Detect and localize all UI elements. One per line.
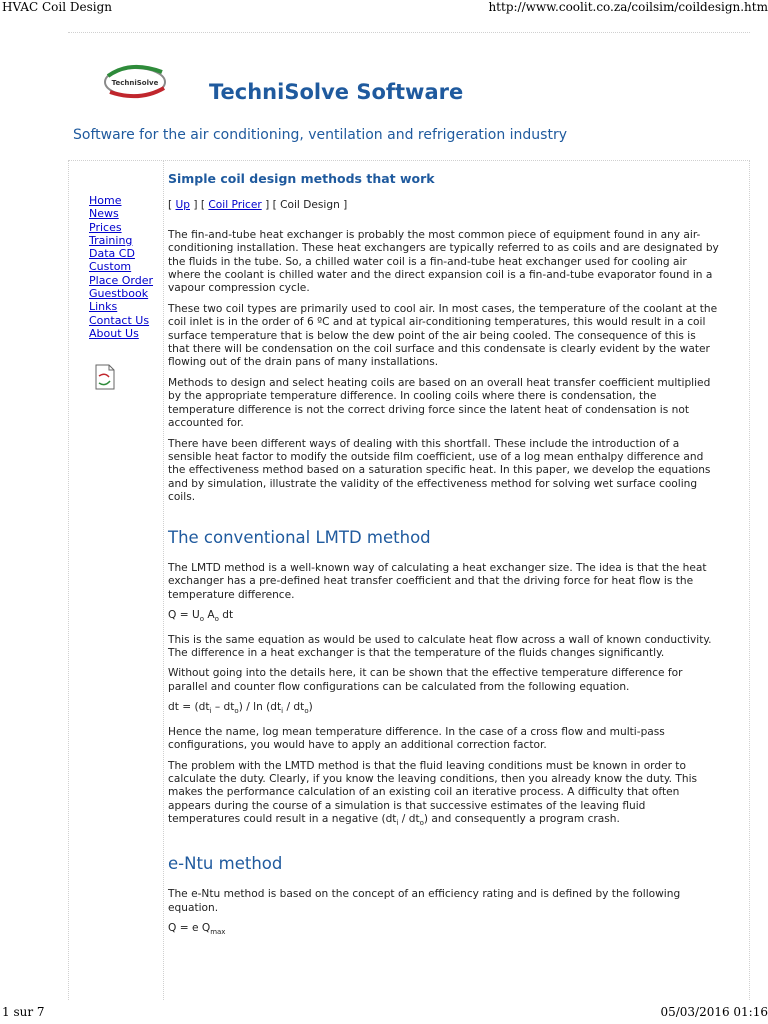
bc-text: [ bbox=[168, 199, 176, 212]
nav-prices[interactable]: Prices bbox=[89, 220, 122, 234]
paragraph: There have been different ways of dealing with this shortfall. These include the introduction of a sensible heat factor to modify the outside film coefficient, use of a log mean enthalpy difference and the effectiveness method based on a saturation specific heat. In this paper, we develop the equations and by simulation, illustrate the validity of the effectiveness method for solving wet surface cooling coils. bbox=[168, 437, 711, 504]
paragraph: Hence the name, log mean temperature difference. In the case of a cross flow and multi-pass configurations, you would have to apply an additional correction factor. bbox=[168, 725, 665, 752]
nav-links[interactable]: Links bbox=[89, 300, 118, 314]
divider bbox=[68, 32, 750, 33]
nav-home[interactable]: Home bbox=[89, 194, 122, 207]
sidebar-nav bbox=[89, 194, 161, 340]
equation: Q = e $Q_{max}$ bbox=[168, 921, 226, 937]
paragraph: Without going into the details here, it can be shown that the effective temperature difference for parallel and counter flow configurations can be calculated from the following equation. bbox=[168, 667, 683, 693]
print-footer bbox=[0, 1005, 768, 1021]
logo-text: TechniSolve bbox=[111, 79, 159, 87]
nav-about-us[interactable]: About Us bbox=[89, 326, 139, 340]
paragraph: Methods to design and select heating coils are based on an overall heat transfer coefficient multiplied by the appropriate temperature difference. In cooling coils where there is condensation, the temperature difference is not the correct driving force since the latent heat of condensation is not accounted for. bbox=[168, 376, 711, 430]
divider bbox=[68, 160, 69, 1000]
breadcrumb-up-link[interactable]: Up bbox=[175, 199, 190, 212]
lmtd-heading: The conventional LMTD method bbox=[168, 527, 431, 547]
paragraph: The LMTD method is a well-known way of calculating a heat exchanger size. The idea is that the heat exchanger has a pre-defined heat transfer coefficient and that the driving force for heat flow is the temperature difference. bbox=[168, 561, 707, 601]
print-datetime: 05/03/2016 01:16 bbox=[660, 1005, 768, 1019]
site-title: TechniSolve Software bbox=[209, 80, 464, 104]
main-content bbox=[168, 172, 720, 947]
paragraph: The e-Ntu method is based on the concept of an efficiency rating and is defined by the following equation. bbox=[168, 888, 681, 914]
document-icon[interactable] bbox=[94, 364, 116, 390]
page-number: 1 sur 7 bbox=[2, 1005, 45, 1019]
paragraph: This is the same equation as would be used to calculate heat flow across a wall of known conductivity. The difference in a heat exchanger is that the temperature of the fluids changes significantly. bbox=[168, 633, 712, 660]
divider bbox=[163, 160, 164, 1000]
nav-contact-us[interactable]: Contact Us bbox=[89, 313, 150, 327]
breadcrumb-coil-pricer-link[interactable]: Coil Pricer bbox=[208, 199, 262, 212]
print-title: HVAC Coil Design bbox=[2, 0, 113, 14]
divider bbox=[68, 160, 750, 161]
equation: $Q = U_o$ $A_o$ dt bbox=[168, 609, 234, 624]
bc-text: ] [ bbox=[190, 199, 209, 212]
nav-custom[interactable]: Custom bbox=[89, 260, 132, 274]
nav-guestbook[interactable]: Guestbook bbox=[89, 287, 149, 301]
tagline: Software for the air conditioning, ventilation and refrigeration industry bbox=[73, 127, 568, 143]
equation: dt = $(dt_i - dt_o)$ / $\ln (dt_i / dt_o)$ bbox=[168, 701, 313, 716]
technisolve-logo[interactable] bbox=[100, 62, 170, 102]
entu-heading: e-Ntu method bbox=[168, 853, 283, 873]
web-page bbox=[68, 32, 750, 1000]
paragraph: These two coil types are primarily used to cool air. In most cases, the temperature of the coolant at the coil inlet is in the order of 6 ºC and at typical air-conditioning temperatures, this would result in a coil surface temperature that is below the dew point of the air being cooled. The consequence of this is that there will be condensation on the coil surface and this condensate is clearly evident by the water flowing out of the drain pans of many installations. bbox=[168, 302, 718, 369]
paragraph: The fin-and-tube heat exchanger is probably the most common piece of equipment found in any air-conditioning installation. These heat exchangers are typically referred to as coils and are designated by the fluids in the tube. So, a chilled water coil is a fin-and-tube heat exchanger used for cooling air where the coolant is chilled water and the direct expansion coil is a fin-and-tube evaporator found in a vapour compression cycle. bbox=[168, 228, 719, 295]
bc-text: ] [ Coil Design ] bbox=[261, 199, 348, 212]
breadcrumb bbox=[168, 199, 720, 212]
nav-place-order[interactable]: Place Order bbox=[89, 273, 154, 287]
divider bbox=[749, 160, 750, 1000]
paragraph: The problem with the LMTD method is that the fluid leaving conditions must be known in order to calculate the duty. Clearly, if you know the leaving conditions, then you already know the duty. This makes the performance calculation of an existing coil an iterative process. A difficulty that often appears during the course of a simulation is that successive estimates of the leaving fluid temperatures could result in a negative $(dt_i / dt_o)$ and consequently a program crash. bbox=[168, 759, 698, 828]
nav-news[interactable]: News bbox=[89, 207, 119, 221]
nav-training[interactable]: Training bbox=[89, 233, 133, 247]
nav-data-cd[interactable]: Data CD bbox=[89, 247, 135, 261]
print-url: http://www.coolit.co.za/coilsim/coildesign.htm bbox=[488, 0, 768, 14]
section-title: Simple coil design methods that work bbox=[168, 171, 435, 186]
print-header bbox=[0, 0, 768, 16]
